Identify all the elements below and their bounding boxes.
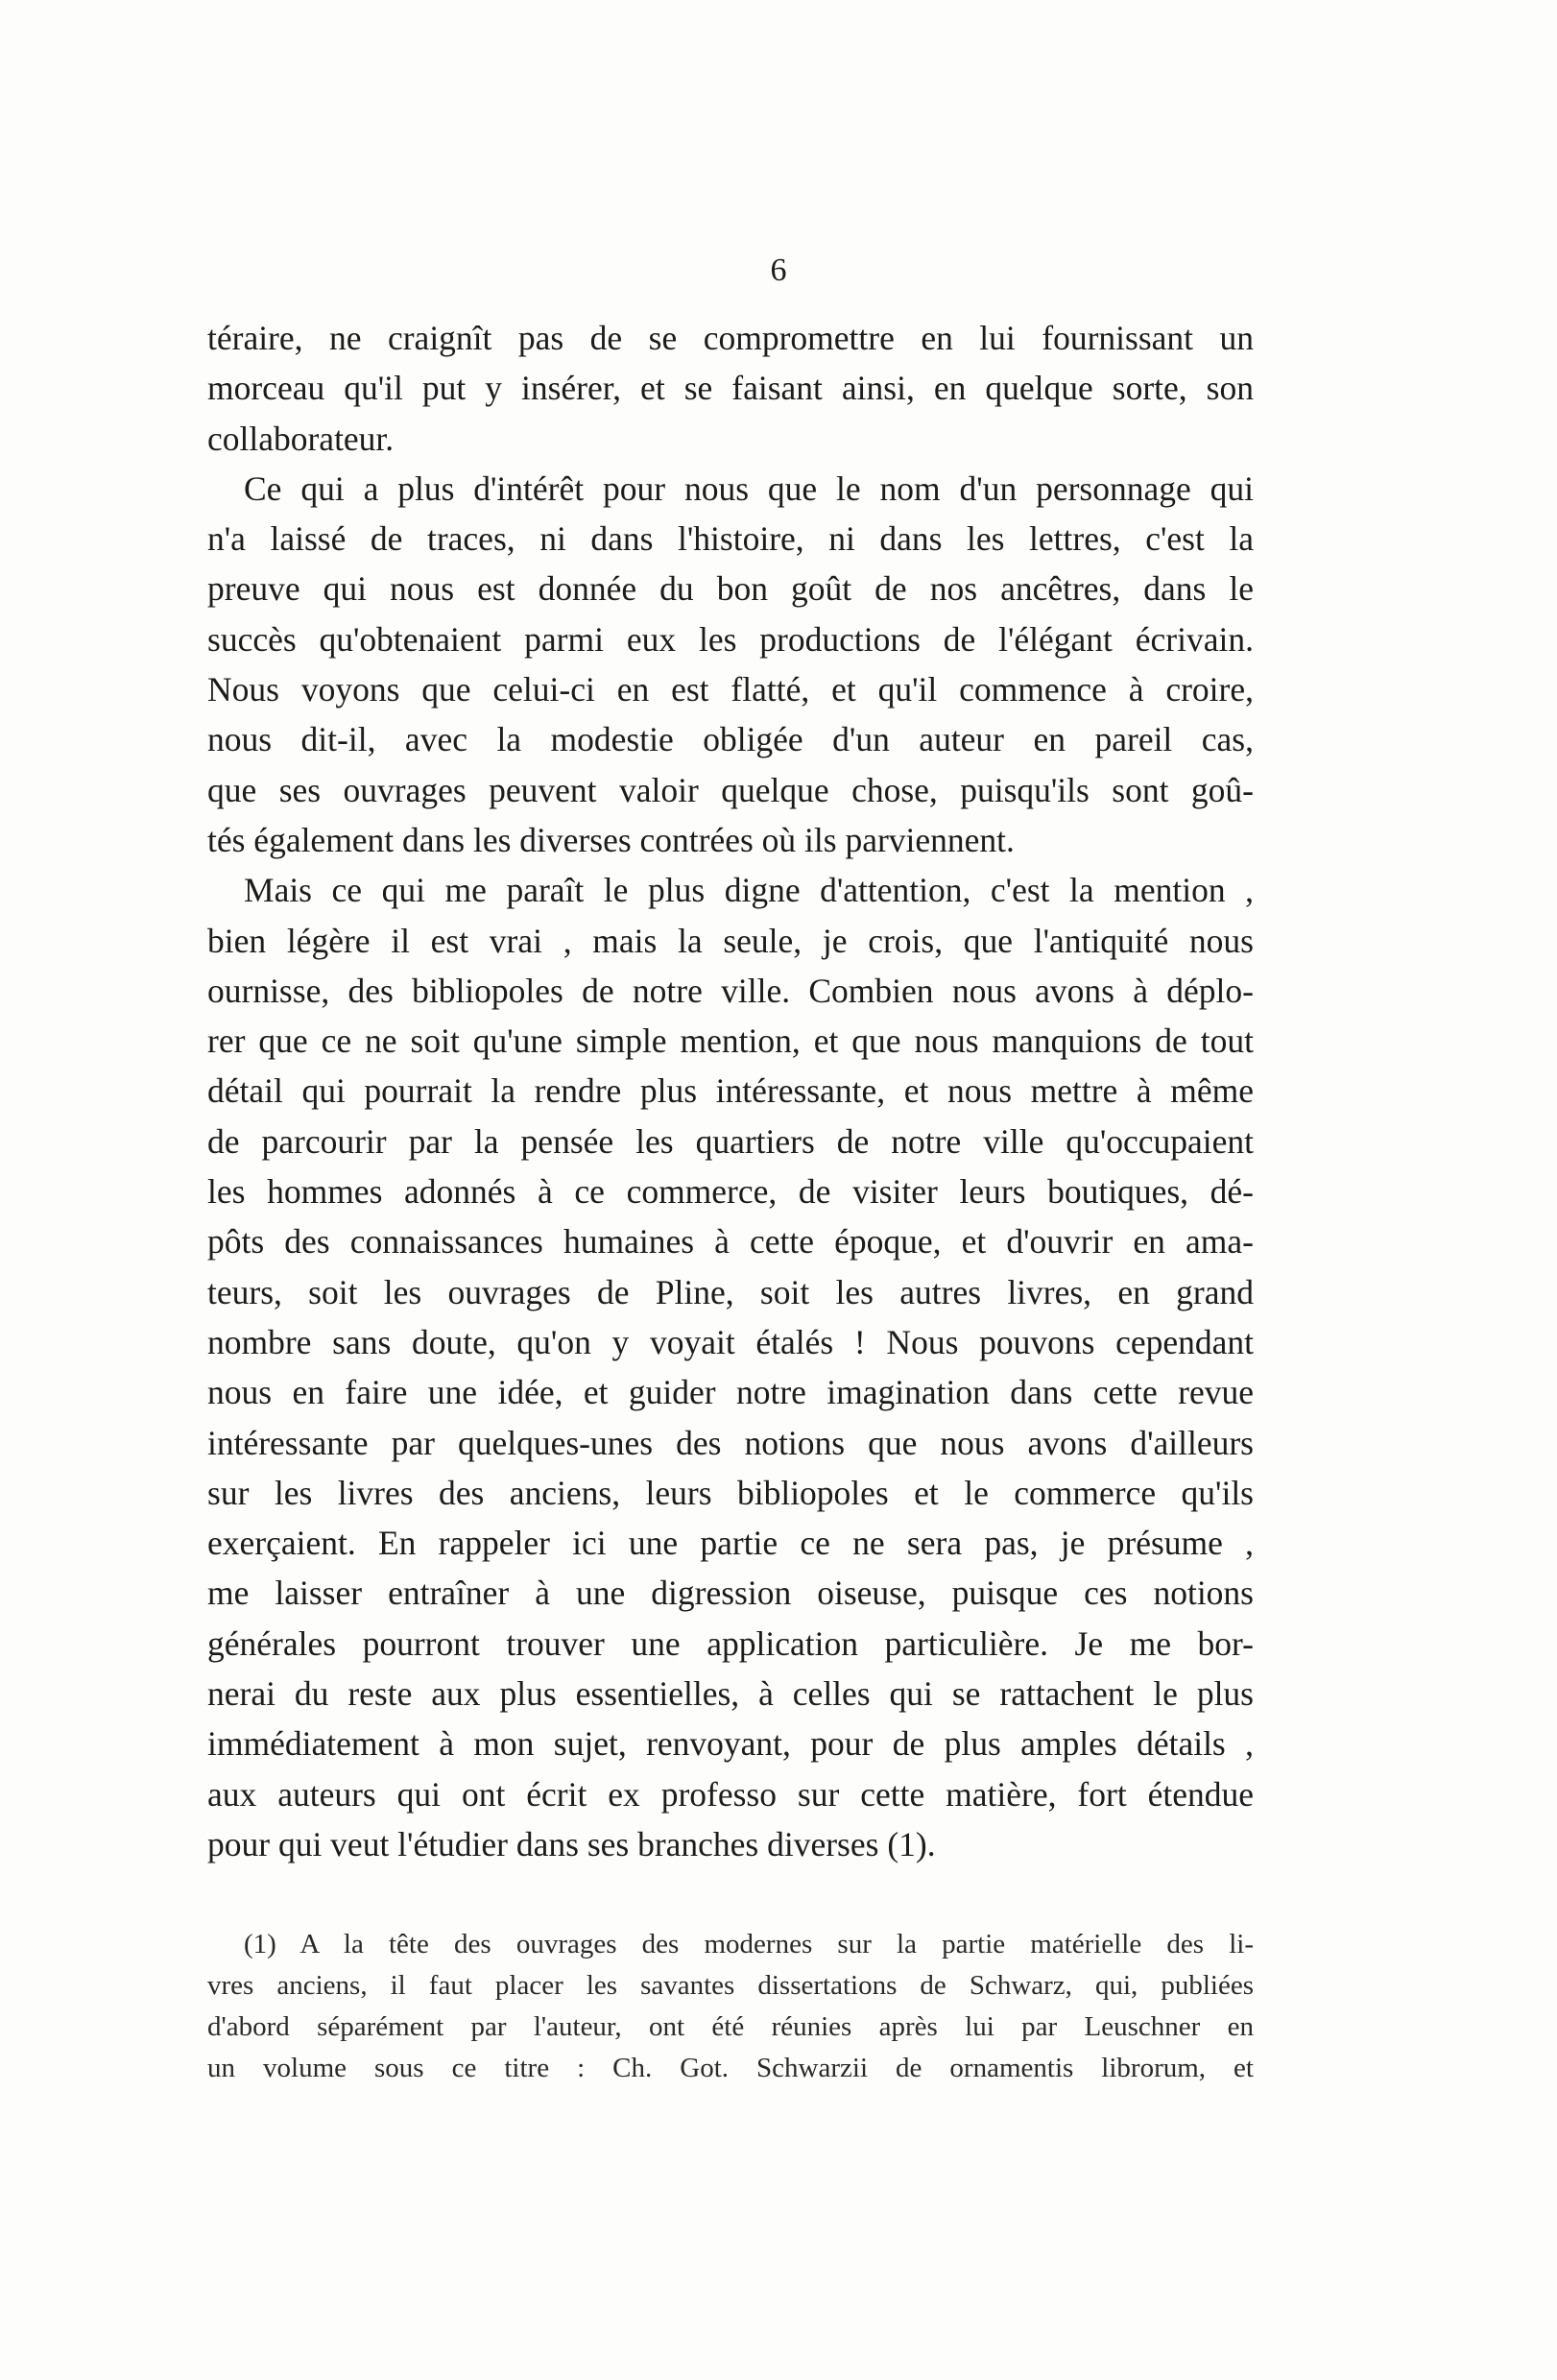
- paragraph-2: [207, 464, 1254, 865]
- text-line: Mais ce qui me paraît le plus digne d'attention, c'est la mention ,: [244, 871, 1254, 910]
- footnote-line: d'abord séparément par l'auteur, ont été réunies après lui par Leuschner en: [207, 2011, 1254, 2042]
- text-line: détail qui pourrait la rendre plus intéressante, et nous mettre à même: [207, 1071, 1254, 1111]
- text-line: exerçaient. En rappeler ici une partie ce ne sera pas, je présume ,: [207, 1524, 1254, 1563]
- text-line: succès qu'obtenaient parmi eux les productions de l'élégant écrivain.: [207, 619, 1254, 659]
- text-line: Ce qui a plus d'intérêt pour nous que le nom d'un personnage qui: [244, 469, 1254, 508]
- text-line: rer que ce ne soit qu'une simple mention, et que nous manquions de tout: [207, 1022, 1254, 1061]
- text-line: nerai du reste aux plus essentielles, à celles qui se rattachent le plus: [207, 1674, 1254, 1714]
- page-number: 6: [770, 252, 787, 288]
- paragraph-1: [207, 313, 1254, 464]
- text-line: Nous voyons que celui-ci en est flatté, et qu'il commence à croire,: [207, 670, 1254, 709]
- text-line: nous dit-il, avec la modestie obligée d'un auteur en pareil cas,: [207, 720, 1254, 759]
- text-line: preuve qui nous est donnée du bon goût de nos ancêtres, dans le: [207, 569, 1254, 609]
- text-line: immédiatement à mon sujet, renvoyant, pour de plus amples détails ,: [207, 1724, 1254, 1764]
- text-line: pour qui veut l'étudier dans ses branches diverses (1).: [207, 1824, 936, 1863]
- text-line: les hommes adonnés à ce commerce, de visiter leurs boutiques, dé-: [207, 1172, 1254, 1212]
- text-line: intéressante par quelques-unes des notions que nous avons d'ailleurs: [207, 1423, 1254, 1462]
- footnote-line: (1) A la tête des ouvrages des modernes sur la partie matérielle des li-: [244, 1929, 1254, 1959]
- text-line: bien légère il est vrai , mais la seule, je crois, que l'antiquité nous: [207, 921, 1254, 960]
- text-line: pôts des connaissances humaines à cette époque, et d'ouvrir en ama-: [207, 1222, 1254, 1262]
- text-line: nous en faire une idée, et guider notre imagination dans cette revue: [207, 1373, 1254, 1412]
- text-line: n'a laissé de traces, ni dans l'histoire, ni dans les lettres, c'est la: [207, 519, 1254, 559]
- text-line: sur les livres des anciens, leurs bibliopoles et le commerce qu'ils: [207, 1473, 1254, 1512]
- text-line: aux auteurs qui ont écrit ex professo sur cette matière, fort étendue: [207, 1774, 1254, 1814]
- text-line: teurs, soit les ouvrages de Pline, soit les autres livres, en grand: [207, 1272, 1254, 1311]
- text-line: téraire, ne craignît pas de se compromettre en lui fournissant un: [207, 319, 1254, 357]
- footnote: [207, 1924, 1254, 2089]
- text-line: ournisse, des bibliopoles de notre ville. Combien nous avons à déplo-: [207, 971, 1254, 1010]
- footnote-line: vres anciens, il faut placer les savantes dissertations de Schwarz, qui, publiées: [207, 1970, 1254, 2001]
- footnote-line: un volume sous ce titre : Ch. Got. Schwarzii de ornamentis librorum, et: [207, 2053, 1254, 2083]
- text-line: générales pourront trouver une application particulière. Je me bor-: [207, 1623, 1254, 1663]
- main-text: [207, 313, 1254, 1869]
- text-line: que ses ouvrages peuvent valoir quelque chose, puisqu'ils sont goû-: [207, 770, 1254, 809]
- text-line: me laisser entraîner à une digression oiseuse, puisque ces notions: [207, 1574, 1254, 1613]
- text-line: tés également dans les diverses contrées où ils parviennent.: [207, 820, 1015, 859]
- text-line: de parcourir par la pensée les quartiers de notre ville qu'occupaient: [207, 1121, 1254, 1161]
- paragraph-3: [207, 865, 1254, 1869]
- text-line: collaborateur.: [207, 419, 395, 458]
- text-line: nombre sans doute, qu'on y voyait étalés ! Nous pouvons cependant: [207, 1322, 1254, 1361]
- text-line: morceau qu'il put y insérer, et se faisant ainsi, en quelque sorte, son: [207, 369, 1254, 408]
